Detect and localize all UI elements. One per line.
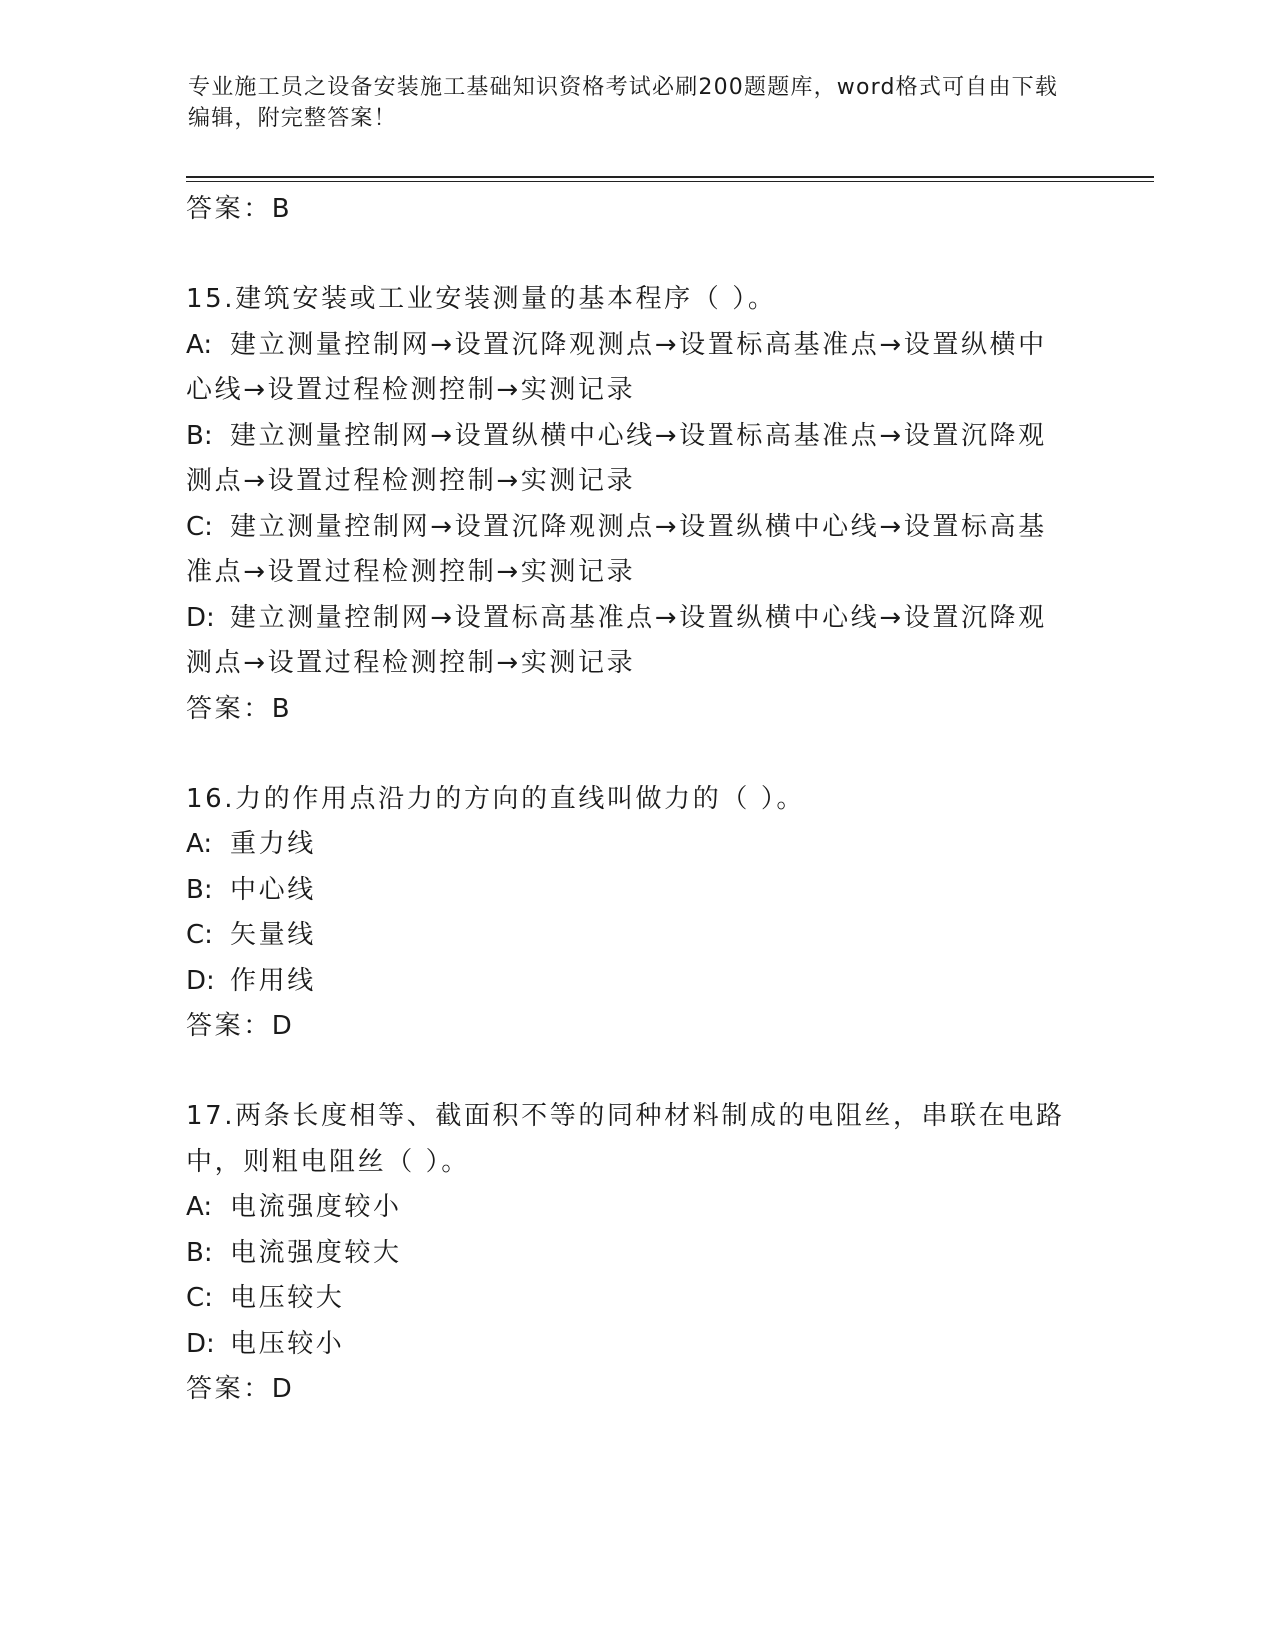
option-text: 建立测量控制网→设置纵横中心线→设置标高基准点→设置沉降观 (230, 420, 1047, 451)
question-stem: 16.力的作用点沿力的方向的直线叫做力的（ ）。 (186, 783, 806, 814)
question-16 (186, 777, 1076, 1050)
option-label: C: (186, 511, 213, 542)
option-label: B: (186, 874, 213, 905)
option-d (186, 596, 1076, 687)
option-text: 重力线 (230, 829, 316, 859)
option-label: D: (186, 965, 215, 996)
option-text-continued: 心线→设置过程检测控制→实测记录 (186, 375, 636, 405)
header-rule-thin (186, 181, 1154, 182)
option-label: D: (186, 602, 215, 633)
option-label: C: (186, 1283, 213, 1313)
option-text: 电流强度较大 (230, 1237, 402, 1268)
header-rule-thick (186, 176, 1154, 178)
option-b (186, 868, 1076, 914)
question-stem: 17.两条长度相等、截面积不等的同种材料制成的电阻丝，串联在电路 (186, 1101, 1065, 1131)
question-15 (186, 277, 1076, 732)
option-b (186, 1231, 1076, 1277)
option-b (186, 414, 1076, 505)
option-text: 建立测量控制网→设置标高基准点→设置纵横中心线→设置沉降观 (230, 602, 1047, 633)
option-text-continued: 测点→设置过程检测控制→实测记录 (186, 648, 636, 678)
option-a (186, 822, 1076, 868)
question-stem: 15.建筑安装或工业安装测量的基本程序（ ）。 (186, 284, 777, 314)
answer: 答案：D (186, 1374, 295, 1404)
option-c (186, 913, 1076, 959)
option-text: 作用线 (230, 965, 316, 996)
option-label: A: (186, 829, 213, 859)
previous-answer: 答案：B (186, 194, 293, 224)
answer: 答案：D (186, 1011, 295, 1041)
option-text: 电压较小 (230, 1328, 345, 1359)
option-text: 电压较大 (230, 1283, 345, 1313)
option-d (186, 1322, 1076, 1368)
option-label: A: (186, 1192, 213, 1222)
option-label: B: (186, 420, 213, 451)
option-label: A: (186, 329, 213, 360)
option-c (186, 1276, 1076, 1322)
option-text: 建立测量控制网→设置沉降观测点→设置标高基准点→设置纵横中 (230, 329, 1047, 360)
option-c (186, 505, 1076, 596)
option-text-continued: 准点→设置过程检测控制→实测记录 (186, 557, 636, 587)
option-text: 电流强度较小 (230, 1192, 402, 1222)
option-text: 建立测量控制网→设置沉降观测点→设置纵横中心线→设置标高基 (230, 511, 1047, 542)
option-a (186, 323, 1076, 414)
option-text-continued: 测点→设置过程检测控制→实测记录 (186, 466, 636, 496)
option-text: 矢量线 (230, 920, 316, 950)
option-a (186, 1185, 1076, 1231)
page-header-text: 专业施工员之设备安装施工基础知识资格考试必刷200题题库，word格式可自由下载编辑，附完整答案！ (188, 75, 1059, 131)
option-label: C: (186, 920, 213, 950)
question-content (186, 187, 1076, 1412)
option-d (186, 959, 1076, 1005)
question-17 (186, 1094, 1076, 1412)
option-label: D: (186, 1328, 215, 1359)
question-stem-continued: 中，则粗电阻丝（ ）。 (186, 1146, 470, 1177)
option-label: B: (186, 1237, 213, 1268)
option-text: 中心线 (230, 874, 316, 905)
answer: 答案：B (186, 693, 293, 724)
